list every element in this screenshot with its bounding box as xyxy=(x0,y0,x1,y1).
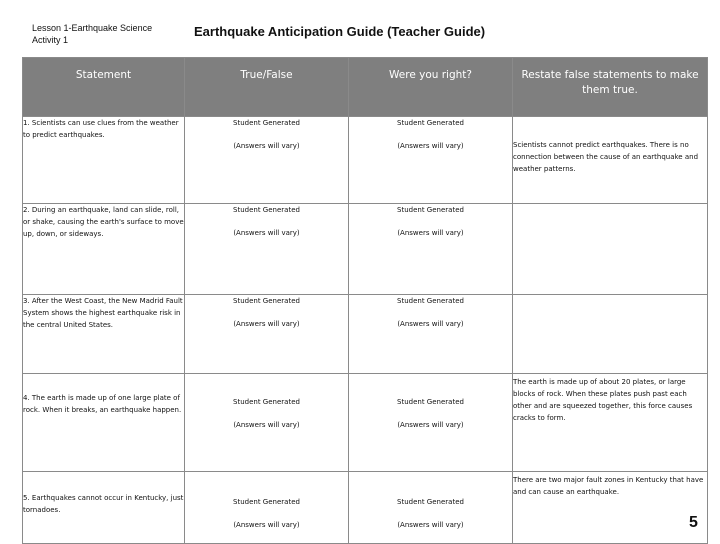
true-false-cell xyxy=(185,472,349,544)
right-value: Student Generated xyxy=(397,119,464,127)
lesson-label: Lesson 1-Earthquake Science xyxy=(32,23,153,33)
true-false-value: Student Generated xyxy=(233,297,300,305)
right-note: (Answers will vary) xyxy=(397,521,464,529)
statement-cell: 2. During an earthquake, land can slide, roll, or shake, causing the earth's surface to move up, down, or sideways. xyxy=(23,204,185,295)
lesson-header xyxy=(32,22,152,46)
statement-cell: 5. Earthquakes cannot occur in Kentucky, just tornadoes. xyxy=(23,472,185,544)
true-false-note: (Answers will vary) xyxy=(233,421,300,429)
column-header-statement: Statement xyxy=(23,58,185,117)
true-false-value: Student Generated xyxy=(233,398,300,406)
activity-label: Activity 1 xyxy=(32,35,69,45)
true-false-note: (Answers will vary) xyxy=(233,142,300,150)
anticipation-guide-table xyxy=(22,57,708,544)
column-header-were-you-right: Were you right? xyxy=(349,58,513,117)
right-value: Student Generated xyxy=(397,206,464,214)
restate-cell: There are two major fault zones in Kentucky that have and can cause an earthquake. xyxy=(513,472,708,544)
true-false-value: Student Generated xyxy=(233,119,300,127)
right-note: (Answers will vary) xyxy=(397,229,464,237)
true-false-note: (Answers will vary) xyxy=(233,521,300,529)
true-false-cell xyxy=(185,117,349,204)
statement-cell: 1. Scientists can use clues from the weather to predict earthquakes. xyxy=(23,117,185,204)
true-false-value: Student Generated xyxy=(233,206,300,214)
statement-cell: 4. The earth is made up of one large plate of rock. When it breaks, an earthquake happen. xyxy=(23,374,185,472)
table-row xyxy=(23,295,708,374)
right-value: Student Generated xyxy=(397,398,464,406)
restate-cell: Scientists cannot predict earthquakes. There is no connection between the cause of an earthquake and weather patterns. xyxy=(513,117,708,204)
page-title: Earthquake Anticipation Guide (Teacher Guide) xyxy=(194,24,486,39)
restate-cell xyxy=(513,204,708,295)
were-you-right-cell xyxy=(349,472,513,544)
were-you-right-cell xyxy=(349,295,513,374)
table-row xyxy=(23,117,708,204)
right-note: (Answers will vary) xyxy=(397,320,464,328)
table-header-row xyxy=(23,58,708,117)
were-you-right-cell xyxy=(349,117,513,204)
right-note: (Answers will vary) xyxy=(397,142,464,150)
true-false-cell xyxy=(185,374,349,472)
true-false-cell xyxy=(185,204,349,295)
table-row xyxy=(23,472,708,544)
true-false-note: (Answers will vary) xyxy=(233,229,300,237)
true-false-value: Student Generated xyxy=(233,498,300,506)
right-note: (Answers will vary) xyxy=(397,421,464,429)
true-false-cell xyxy=(185,295,349,374)
restate-cell xyxy=(513,295,708,374)
right-value: Student Generated xyxy=(397,297,464,305)
true-false-note: (Answers will vary) xyxy=(233,320,300,328)
column-header-restate: Restate false statements to make them true. xyxy=(513,58,708,117)
were-you-right-cell xyxy=(349,374,513,472)
table-row xyxy=(23,204,708,295)
restate-cell: The earth is made up of about 20 plates, or large blocks of rock. When these plates push past each other and are squeezed together, this force causes cracks to form. xyxy=(513,374,708,472)
table-row xyxy=(23,374,708,472)
right-value: Student Generated xyxy=(397,498,464,506)
page-number: 5 xyxy=(689,514,698,531)
statement-cell: 3. After the West Coast, the New Madrid Fault System shows the highest earthquake risk in the central United States. xyxy=(23,295,185,374)
were-you-right-cell xyxy=(349,204,513,295)
column-header-true-false: True/False xyxy=(185,58,349,117)
